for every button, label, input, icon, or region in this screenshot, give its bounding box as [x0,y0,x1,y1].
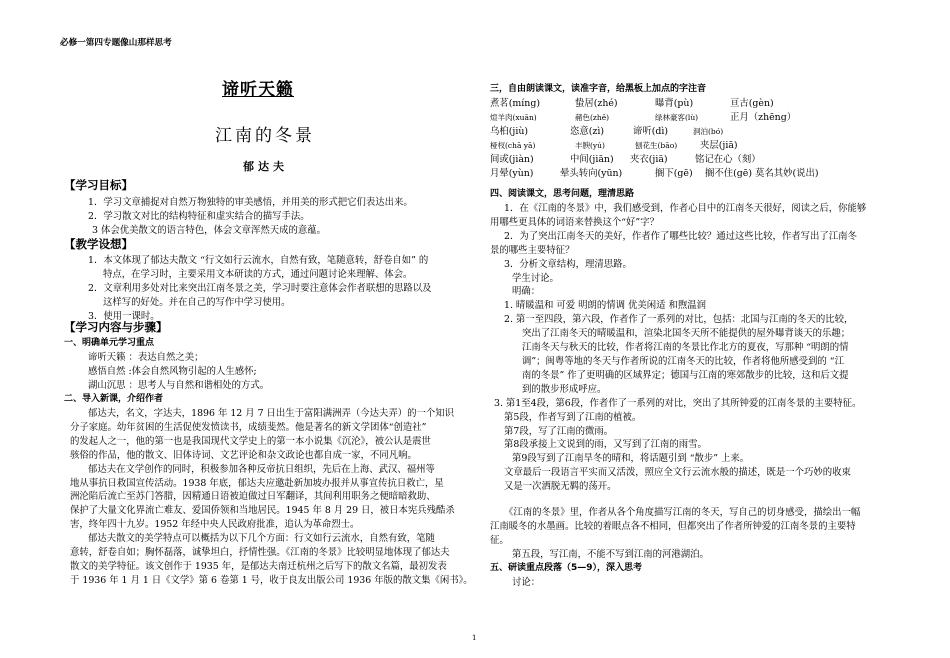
question-line: 用哪些更具体的词语来替换这个“好”字？ [490,216,659,228]
page-header: 必修一第四专题像山那样思考 [60,38,172,48]
pinyin-item: 煊羊肉(xuān) [490,112,537,122]
question-line: 景的哪些主要特征？ [490,244,575,256]
summary-line: 征。 [490,534,509,546]
pinyin-item: 丰腴(yú) [575,140,605,150]
design-line: 特点，在学习时，主要采用文本研读的方式，通过问题讨论来理解、体会。 [103,268,413,280]
article-title: 江南的冬景 [215,126,315,146]
unit-focus-line: 谛听天籁 ：表达自然之美； [88,352,204,363]
pinyin-row [490,111,900,125]
design-line: 1．本文体现了郁达夫散文 “行文如行云流水，自然有致，笔随意转，舒卷自如” 的 [88,255,429,266]
goals-list [88,196,413,238]
pinyin-row [490,153,900,167]
intro-line: 散文的美学特征。该文创作于 1935 年，是郁达夫南迁杭州之后写下的散文名篇，最初发表 [70,560,447,572]
pinyin-item: 曝背(pù) [655,98,694,109]
summary-line: 江南暖冬的水墨画。比较的着眼点各不相同，但都突出了作者所钟爱的江南冬景的主要特 [490,520,856,532]
question-line: 明确： [512,286,541,298]
answer-3-line: 第9段写到了江南旱冬的晴和，将话题引到 “散步” 上来。 [512,453,750,465]
pinyin-item: 晕头转向(yūn) [560,167,623,179]
section-3-heading: 三，自由朗读课文，读准字音，给黑板上加点的字注音 [490,84,707,94]
answer-2-line: 2. 第一至四段，第六段，作者作了一系列的对比，包括：北国与江南的冬天的比较， [504,314,854,326]
discussion-label: 讨论： [512,576,541,588]
answer-2-line: 调”；闽粤等地的冬天与作者所说的江南冬天的比较，作者将他所感受到的 “江 [522,355,844,367]
answer-3-line: 又是一次洒脱无羁的荡开。 [504,481,617,493]
unit-focus-line: 感悟自然 :体会自然风物引起的人生感怀; [88,365,257,377]
pinyin-row [490,139,900,153]
unit-focus-line: 湖山沉思 ：思考人与自然和谐相处的方式。 [88,379,270,391]
pinyin-item: 乌桕(jiù) [490,125,529,137]
intro-line: 意转，舒卷自如；胸怀磊落，诚挚坦白，抒情性强。《江南的冬景》比较明显地体现了郁达夫 [70,547,450,559]
steps-heading: 【学习内容与步骤】 [64,320,168,334]
page-number: 1 [472,634,477,642]
pinyin-item: 亘古(gèn) [730,98,774,109]
answer-2-line: 突出了江南冬天的晴暖温和，渲染北国冬天所不能提供的屋外曝背谈天的乐趣； [522,328,851,340]
intro-line: 分子家庭。幼年贫困的生活促使发愤读书，成绩斐然。他是著名的新文学团体“创造社” [70,421,427,433]
design-heading: 【教学设想】 [64,237,133,251]
section-4-heading: 四、阅读课文，思考问题，理清思路 [490,189,635,199]
question-line: 学生讨论。 [512,272,559,284]
author-intro [70,407,480,588]
goal-item: 3 体会优美散文的语言特色，体会文章浑然天成的意蕴。 [92,224,326,236]
pinyin-item: 夹衣(jiā) [630,153,668,165]
answer-3-line: 文章最后一段语言平实而又活泼，照应全文行云流水般的描述，既是一个巧妙的收束 [504,467,851,479]
pinyin-item: 刨花生(bāo) [635,140,678,150]
section-1-heading: 一、明确单元学习重点 [64,338,155,348]
goal-item: 2．学习散文对比的结构特征和虚实结合的描写手法。 [88,210,310,222]
main-title: 谛听天籁 [222,80,294,100]
intro-line: 于 1936 年 1 月 1 日《文学》第 6 卷第 1 号，收于良友出版公司 1936 年版的散文集《闲书》。 [70,574,473,586]
design-line: 2．文章利用多处对比来突出江南冬景之美，学习时要注意体会作者联想的思路以及 [88,282,432,294]
pinyin-item: 月晕(yùn) [490,167,534,179]
intro-line: 骇俗的作品，他的散文、旧体诗词、文艺评论和杂文政论也都自成一家，不同凡响。 [70,449,417,461]
question-line: 2．为了突出江南冬天的美好，作者作了哪些比较？通过这些比较，作者写出了江南冬 [504,230,857,242]
pinyin-item: 间或(jiàn) [490,153,534,165]
pinyin-item: 谛听(dì) [633,125,669,137]
summary-line: 第五段，写江南，不能不写到江南的河港湖泊。 [512,548,709,560]
pinyin-item: 绿林豪客(lù) [655,112,699,122]
pinyin-table [490,97,900,180]
pinyin-item: 恣意(zì) [570,125,605,137]
pinyin-item: 夹层(jiā) [700,139,738,151]
intro-line: 洲沦陷后流亡至苏门答腊，因精通日语被迫做过日军翻译，其间利用职务之便暗暗救助、 [70,491,436,503]
goal-item: 1．学习文章捕捉对自然万物独特的审美感悟，并用美的形式把它们表达出来。 [88,197,413,208]
design-line: 这样写的好处。并在自己的写作中学习使用。 [103,296,291,308]
intro-line: 的发起人之一，他的第一也是我国现代文学史上的第一本小说集《沉沦》，被公认是震世 [70,435,431,447]
answer-3-line: 3. 第1至4段，第6段，作者作了一系列的对比，突出了其所钟爱的江南冬景的主要特征。 [494,397,862,409]
pinyin-item: 煮茗(míng) [490,98,540,109]
intro-line: 害，终年四十九岁。1952 年经中央人民政府批准，追认为革命烈士。 [70,519,360,531]
pinyin-item: 泂泊(bó) [693,126,724,136]
answer-2-line: 到的散步形成呼应。 [522,383,607,395]
design-line: 3．使用一课时。 [88,310,160,322]
section-4-body [490,202,900,589]
answer-1: 1. 晴暖温和 可爱 明朗的情调 优美闲适 和煦温润 [504,300,706,312]
intro-line: 保护了大量文化界流亡难友、爱国侨领和当地居民。1945 年 8 月 29 日，被日本宪兵残酷杀 [70,505,455,517]
pinyin-item: 正月（zhēng） [730,111,797,123]
section-2-heading: 二、导入新课，介绍作者 [64,394,164,404]
pinyin-item: 赭色(zhě) [575,112,610,122]
summary-line: 《江南的冬景》里，作者从各个角度描写江南的冬天，写自己的切身感受，描绘出一幅 [504,507,861,519]
answer-3-line: 第8段承接上文说到的雨，又写到了江南的雨雪。 [504,439,707,451]
question-line: 3．分析文章结构，理清思路。 [504,258,632,270]
intro-line: 郁达夫散文的美学特点可以概括为以下几个方面：行文如行云流水，自然有致，笔随 [88,533,435,545]
section-5-heading: 五、研读重点段落（5—9），深入思考 [490,562,643,573]
intro-line: 郁达夫在文学创作的同时，积极参加各种反帝抗日组织，先后在上海、武汉、福州等 [88,463,435,475]
author-name: 郁达夫 [243,160,288,173]
pinyin-item: 中间(jiān) [570,153,614,165]
intro-line: 地从事抗日救国宣传活动。1938 年底，郁达夫应邀赴新加坡办报并从事宣传抗日救亡，星 [70,477,444,489]
section-1-list [88,351,269,393]
question-line: 1．在《江南的冬景》中，我们感受到，作者心目中的江南冬天很好，阅读之后，你能够 [504,203,867,214]
pinyin-row [490,125,900,139]
pinyin-item: 桠杈(chā yā) [490,140,536,150]
pinyin-row [490,167,900,181]
answer-2-line: 南的冬景” 作了更明确的区域界定；德国与江南的寒郊散步的比较，这和后文提 [522,369,849,381]
answer-2-line: 江南冬天与秋天的比较，作者将江南的冬景比作北方的夏夜，写那种 “明朗的情 [522,342,849,354]
design-list [88,254,431,324]
goals-heading: 【学习目标】 [64,178,133,192]
pinyin-row [490,97,900,111]
pinyin-item: 搁下(gē) [655,167,693,179]
pinyin-item: 铭记在心（刻） [695,153,761,165]
intro-line: 郁达夫，名文，字达夫，1896 年 12 月 7 日出生于富阳满洲弄（今达夫弄）的一个知识 [88,408,455,419]
pinyin-item: 搁不住(gē) 莫名其妙(说出) [705,167,819,179]
answer-3-line: 第5段，作者写到了江南的植被。 [504,411,642,423]
pinyin-item: 蛰居(zhé) [575,98,618,109]
answer-3-line: 第7段，写了江南的微雨。 [504,425,614,437]
